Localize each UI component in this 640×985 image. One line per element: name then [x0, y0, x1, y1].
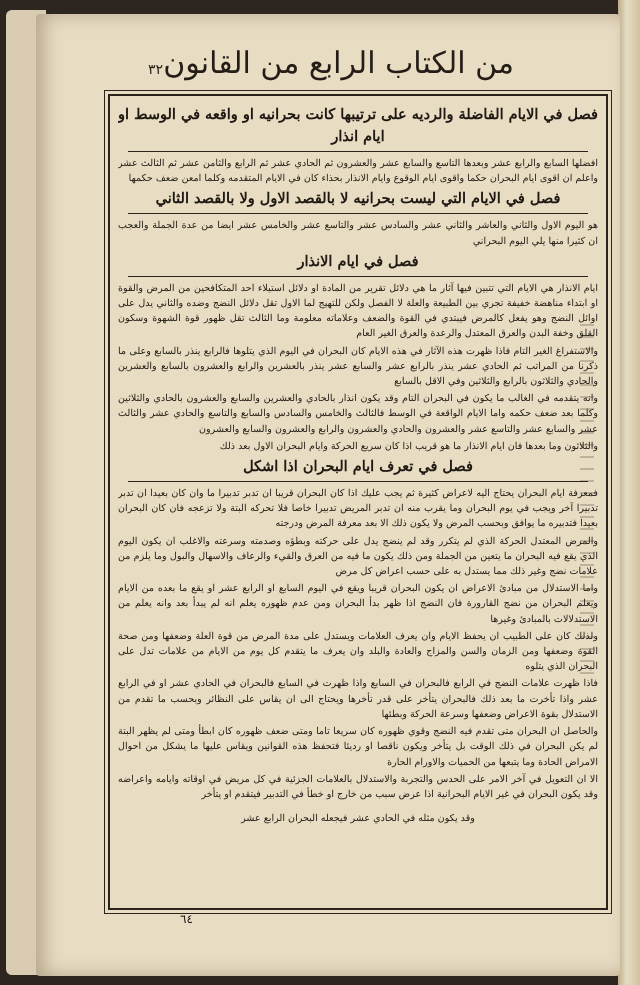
paragraph: الا ان التعويل في آخر الامر على الحدس والتجربة والاستدلال بالعلامات الجزئية في كل مريض في اوقاته وايامه واعراضه وقد يكون البحران في غير الايام البحرانية اذا عرض سبب من خارج او خطأ في التدبير فيتقدم او يتأخر	[118, 773, 598, 800]
text-frame	[108, 94, 608, 910]
paragraph: والثلاثون وما بعدها فان ايام الانذار ما هو قريب اذا كان سريع الحركة وايام البحران الاول بعد ذلك	[219, 440, 598, 452]
divider	[128, 151, 588, 152]
section-heading: فصل في الايام الفاضلة والرديه على ترتيبها كانت بحرانيه او واقعه في الوسط او ايام انذار	[118, 106, 598, 145]
paragraph: واما الاستدلال من مبادئ الاعراض ان يكون البحران قريبا ويقع في اليوم السابع او الرابع عشر او يقع ما بعده من الايام ويعلم البحران من نضج القارورة فان النضج اذا ظهر بدأ البحران ومن عدم ظهوره يعلم انه لم يبدأ بعد وانه يعلم من الاستدلالات بالمبادئ وغيرها	[118, 583, 598, 625]
facing-page-edge	[618, 0, 640, 985]
page-header	[94, 40, 574, 100]
paragraph: ايام الانذار هي الايام التي تتبين فيها آثار ما هي دلائل تقرير من المادة او دلائل استيلاء احد المتكافحين من المرض والقوة او ابتداء مناهضة خفيفة تجري بين الطبيعة والعلة لا الفصل ولكن للتهيج لما الاول تقل دلائل النضج وضده والثاني يدل على اوائل النضج وهو يفعل كالمرض فيبتدي في القوة والضعف وعلاماته معلومة وما الثالث تقل ظهور قوة الشهوة وسكون القلق وخفة البدن والعرق المعتدل والرعدة والعرق الغير العام	[118, 282, 598, 340]
section-heading: فصل في ايام الانذار	[297, 252, 419, 270]
section-heading: فصل في تعرف ايام البحران اذا اشكل	[243, 458, 473, 476]
closing-line: وقد يكون مثله في الحادي عشر فيجعله البحران الرابع عشر	[241, 812, 475, 824]
paragraph: فمعرفة ايام البحران يحتاج اليه لاعراض كثيرة ثم يجب عليك اذا كان البحران قريبا ان تدبر تدبيرا ما وان كان بعيدا ان تدبر تدبيرا آخر ويجب في يوم البحران وما يقرب منه ان تدبر المريض تدبيرا خاصا فلا تحركه البتة ولا تزعجه فان كان البحران بعيدا فتدبيره ما يوافق وبحسب المرض ولا يكون ذلك الا بعد معرفة المرض ودرجته	[118, 488, 598, 530]
paragraph: والاستفراغ الغير التام فاذا ظهرت هذه الآثار في هذه الايام كان البحران في اليوم الذي يتلوها فالرابع ينذر بالسابع وعلى ما ذكرنا من المراتب ثم الحادي عشر ينذر بالرابع عشر والسابع عشر ينذر بالعشرين والرابع والعشرون بالسابع والعشرين والحادي والثلاثون بالرابع والثلاثين وفي الاقل بالسابع	[118, 345, 598, 388]
paragraph: ولذلك كان على الطبيب ان يحفظ الايام وان يعرف العلامات ويستدل على مدة المرض من قوة العلة وضعفها ومن صحة القوة وضعفها ومن الزمان والسن والمزاج والعادة والبلد وان يعرف ما يتقدم كل يوم من الايام من علامات تدل على البحران الذي يتلوه	[118, 630, 598, 673]
page-number-bottom: ٦٤	[180, 912, 193, 926]
page-number-top: ٣٢	[148, 62, 164, 78]
divider	[128, 213, 588, 214]
running-title: من الكتاب الرابع من القانون	[163, 46, 514, 81]
text-body	[118, 102, 598, 902]
section-heading: فصل في الايام التي ليست بحرانيه لا بالقصد الاول ولا بالقصد الثاني	[155, 190, 561, 208]
paragraph: والحاصل ان البحران متى تقدم فيه النضج وقوي ظهوره كان سريعا تاما ومتى ضعف ظهوره كان ابطأ ومتى لم يظهر البتة لم يكن البحران في ذلك الوقت بل يتأخر ويكون ناقصا او رديئا فتحفظ هذه القوانين ويقاس عليها ما يشكل من احوال الامراض الحادة وما يتبعها من الحميات والاورام الحارة	[118, 726, 598, 768]
paragraph: والمرض المعتدل الحركة الذي لم يتكرر وقد لم ينضج يدل على حركته وبطؤه وصدمته وسرعته والاغلب ان يكون اليوم الذي يقع فيه البحران ما يتعين من الجملة ومن ذلك يكون ما فيه من العرق والقيء والرعاف والاسهال والبول وما يلزم من علامات نضج وغير ذلك مما يستدل به على حسب اعراض كل مرض	[118, 535, 598, 578]
paragraph: هو اليوم الاول والثاني والعاشر والثاني عشر والسادس عشر والتاسع عشر والخامس عشر ايضا من عدة الجملة والعجب ان كثيرا منها يلي اليوم البحراني	[118, 220, 598, 247]
divider	[128, 481, 588, 482]
divider	[128, 276, 588, 277]
paragraph: افضلها السابع والرابع عشر وبعدها التاسع والسابع عشر والعشرون ثم الحادي عشر ثم الرابع والثامن عشر ثم الثالث عشر واعلم ان اقوى ايام البحران حكما واقوى ايام الوقوع وايام الانذار بحذاء كان في الايام المتقدمه وكلما امعن ضعف حكمها	[118, 158, 598, 185]
paragraph: فاذا ظهرت علامات النضج في الرابع فالبحران في السابع واذا ظهرت في السابع فالبحران في الحادي عشر او في الرابع عشر واذا تأخرت ما بعد ذلك فالبحران يتأخر على قدر تأخرها ويحتاج الى ان يقاس على النظائر وبحسب ما تقدم من الاستدلال بقوة الاعراض وضعفها وسرعة الحركة وبطئها	[118, 678, 598, 720]
paragraph: وانه يتقدمه في الغالب ما يكون في البحران التام وقد يكون انذار بالحادي والعشرين والسابع والعشرون بالحادي والثلاثين وكلما بعد ضعف حكمه واما الايام الواقعة في الوسط فالثالث والخامس والسادس والسابع والتاسع والحادي عشر والثالث عشر والسابع عشر والتاسع عشر والعشرون والحادي والعشرون والرابع والعشرون والسابع والعشرون	[118, 393, 598, 435]
